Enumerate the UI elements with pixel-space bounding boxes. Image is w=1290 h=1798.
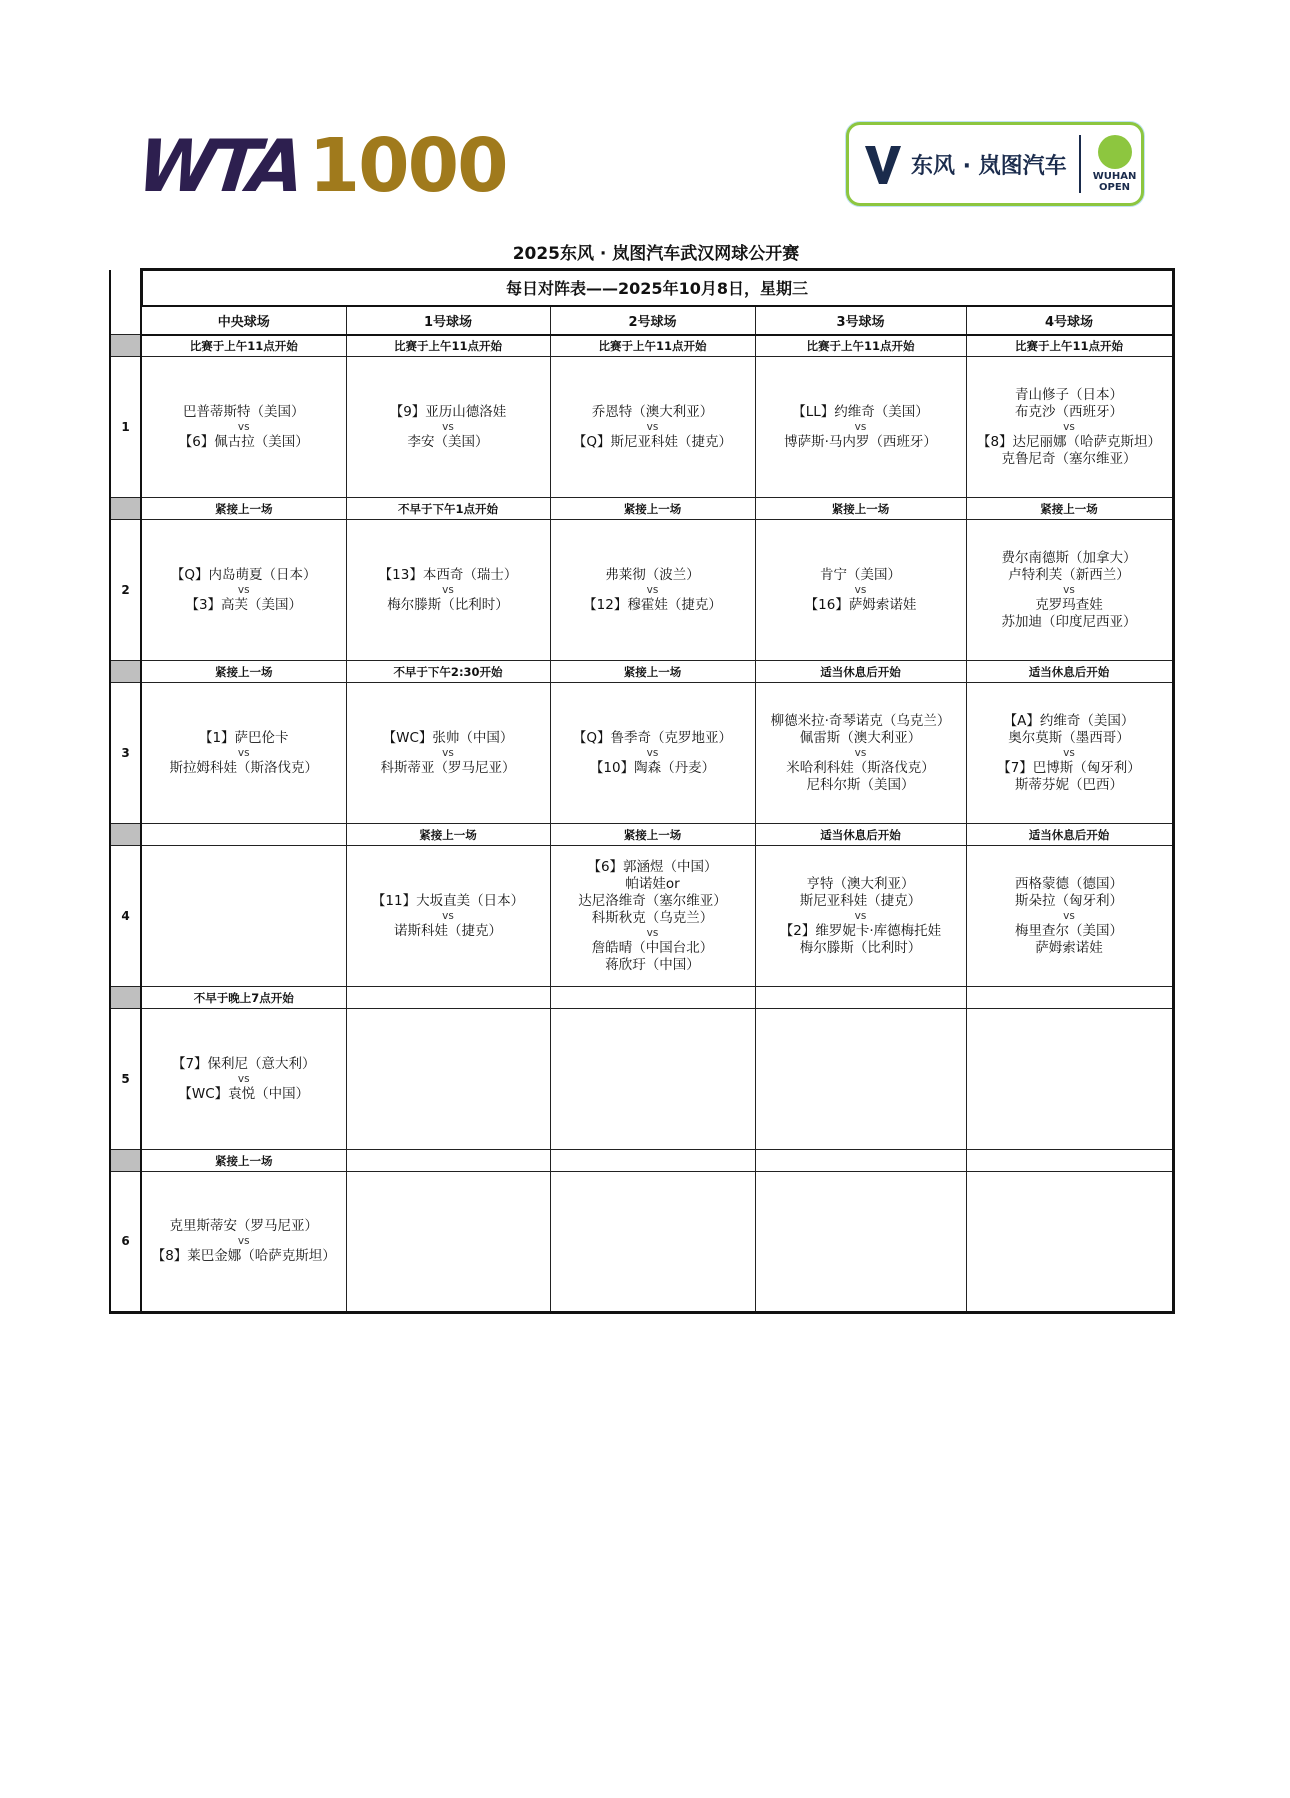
player-name: 米哈利科娃（斯洛伐克） (786, 759, 935, 776)
versus-label: vs (442, 420, 454, 433)
player-name: 斯拉姆科娃（斯洛伐克） (169, 759, 318, 776)
start-time-label: 不早于晚上7点开始 (141, 987, 346, 1009)
match-order-number: 4 (110, 846, 141, 987)
start-time-label: 紧接上一场 (755, 498, 966, 520)
match-row (110, 357, 1173, 498)
match-cell (550, 1172, 755, 1313)
player-name: 克罗玛查娃 (1035, 596, 1103, 613)
player-name: 李安（美国） (407, 433, 489, 450)
versus-label: vs (442, 746, 454, 759)
player-name: 【7】保利尼（意大利） (171, 1055, 316, 1072)
player-name: 奥尔莫斯（墨西哥） (1008, 729, 1130, 746)
start-time-label: 不早于下午1点开始 (346, 498, 550, 520)
player-name: 乔恩特（澳大利亚） (591, 403, 714, 420)
player-name: 【Q】内岛萌夏（日本） (170, 566, 317, 583)
court-header-2: 2号球场 (550, 306, 755, 335)
wta-logo-text: WTA (133, 124, 304, 208)
player-name: 【WC】袁悦（中国） (178, 1085, 310, 1102)
versus-label: vs (646, 926, 659, 939)
match-cell (346, 683, 550, 824)
match-row (110, 1172, 1173, 1313)
start-time-label: 紧接上一场 (346, 824, 550, 846)
versus-label: vs (646, 420, 659, 433)
wuhan-open-logo (1093, 135, 1137, 193)
start-time-label: 比赛于上午11点开始 (550, 335, 755, 357)
start-time-label (141, 824, 346, 846)
match-cell (966, 1009, 1173, 1150)
player-name: 梅里查尔（美国） (1015, 922, 1123, 939)
versus-label: vs (237, 583, 250, 596)
start-time-label: 比赛于上午11点开始 (141, 335, 346, 357)
versus-label: vs (854, 746, 867, 759)
match-cell (550, 846, 755, 987)
wuhan-open-line1: WUHAN (1092, 171, 1137, 182)
match-cell (550, 683, 755, 824)
row-marker-cell (110, 1150, 141, 1172)
court-header-1: 1号球场 (346, 306, 550, 335)
versus-label: vs (237, 1072, 250, 1085)
player-name: 科斯蒂亚（罗马尼亚） (380, 759, 516, 776)
start-time-label: 适当休息后开始 (966, 661, 1173, 683)
match-cell (141, 846, 346, 987)
player-name: 苏加迪（印度尼西亚） (1001, 613, 1137, 630)
match-row (110, 1009, 1173, 1150)
row-marker-cell (110, 661, 141, 683)
start-time-label: 比赛于上午11点开始 (346, 335, 550, 357)
sponsor-divider (1079, 135, 1081, 193)
player-name: 青山修子（日本） (1015, 386, 1123, 403)
match-cell (550, 1009, 755, 1150)
versus-label: vs (1063, 583, 1075, 596)
start-time-row (110, 335, 1173, 357)
match-row (110, 683, 1173, 824)
player-name: 弗莱彻（波兰） (605, 566, 700, 583)
match-cell (550, 357, 755, 498)
wta-logo-number: 1000 (308, 123, 507, 209)
versus-label: vs (646, 746, 659, 759)
versus-label: vs (237, 746, 250, 759)
start-time-label: 紧接上一场 (141, 498, 346, 520)
player-name: 布克沙（西班牙） (1015, 403, 1123, 420)
player-name: 【A】约维奇（美国） (1003, 712, 1135, 729)
start-time-label: 适当休息后开始 (755, 661, 966, 683)
player-name: 【12】穆霍娃（捷克） (583, 596, 722, 613)
versus-label: vs (854, 909, 867, 922)
match-order-number: 6 (110, 1172, 141, 1313)
player-name: 克里斯蒂安（罗马尼亚） (169, 1218, 318, 1234)
player-name: 【8】莱巴金娜（哈萨克斯坦） (151, 1248, 336, 1264)
match-cell (755, 1172, 966, 1313)
match-cell (141, 1172, 346, 1313)
start-time-label: 不早于下午2:30开始 (346, 661, 550, 683)
start-time-label: 紧接上一场 (141, 661, 346, 683)
match-cell (966, 1172, 1173, 1313)
player-name: 帕诺娃or (625, 875, 680, 892)
versus-label: vs (646, 583, 659, 596)
start-time-label: 比赛于上午11点开始 (966, 335, 1173, 357)
start-time-label (346, 987, 550, 1009)
player-name: 【13】本西奇（瑞士） (378, 566, 518, 583)
player-name: 巴普蒂斯特（美国） (183, 403, 305, 420)
start-time-label (966, 1150, 1173, 1172)
player-name: 蒋欣玗（中国） (605, 956, 700, 973)
match-cell (755, 520, 966, 661)
match-cell (755, 846, 966, 987)
start-time-label: 紧接上一场 (550, 824, 755, 846)
player-name: 梅尔滕斯（比利时） (799, 939, 922, 956)
player-name: 萨姆索诺娃 (1035, 939, 1103, 956)
player-name: 【3】高芙（美国） (185, 596, 303, 613)
court-header-4: 4号球场 (966, 306, 1173, 335)
match-cell (141, 357, 346, 498)
player-name: 【LL】约维奇（美国） (792, 403, 929, 420)
player-name: 费尔南德斯（加拿大） (1001, 549, 1137, 566)
player-name: 斯蒂芬妮（巴西） (1015, 776, 1123, 793)
order-of-play-table (109, 268, 1175, 1314)
player-name: 【WC】张帅（中国） (382, 729, 514, 746)
row-marker-cell (110, 335, 141, 357)
player-name: 【6】佩古拉（美国） (178, 433, 309, 450)
row-marker-cell (110, 824, 141, 846)
match-cell (755, 683, 966, 824)
versus-label: vs (1063, 909, 1075, 922)
player-name: 【16】萨姆索诺娃 (804, 596, 917, 613)
player-name: 尼科尔斯（美国） (806, 776, 915, 793)
player-name: 梅尔滕斯（比利时） (387, 596, 509, 613)
player-name: 卢特利芙（新西兰） (1008, 566, 1130, 583)
player-name: 【9】亚历山德洛娃 (389, 403, 507, 420)
player-name: 【6】郭涵煜（中国） (587, 858, 718, 875)
row-marker-cell (110, 498, 141, 520)
player-name: 肯宁（美国） (820, 566, 901, 583)
start-time-row (110, 987, 1173, 1009)
start-time-row (110, 824, 1173, 846)
player-name: 【Q】鲁季奇（克罗地亚） (572, 729, 733, 746)
match-row (110, 846, 1173, 987)
start-time-label: 紧接上一场 (966, 498, 1173, 520)
match-cell (346, 520, 550, 661)
match-order-number: 2 (110, 520, 141, 661)
match-order-number: 1 (110, 357, 141, 498)
player-name: 克鲁尼奇（塞尔维亚） (1001, 450, 1137, 467)
sponsor-brand-name: 东风 · 岚图汽车 (911, 153, 1067, 179)
start-time-label: 适当休息后开始 (755, 824, 966, 846)
match-cell (550, 520, 755, 661)
player-name: 【Q】斯尼亚科娃（捷克） (572, 433, 733, 450)
player-name: 科斯秋克（乌克兰） (591, 909, 714, 926)
row-marker-cell (110, 987, 141, 1009)
player-name: 【11】大坂直美（日本） (371, 892, 525, 909)
start-time-label (550, 1150, 755, 1172)
table-title: 每日对阵表——2025年10月8日，星期三 (141, 270, 1173, 306)
player-name: 【8】达尼丽娜（哈萨克斯坦） (976, 433, 1162, 450)
match-cell (966, 357, 1173, 498)
start-time-label: 适当休息后开始 (966, 824, 1173, 846)
match-cell (141, 1009, 346, 1150)
player-name: 【1】萨巴伦卡 (198, 729, 289, 746)
match-cell (346, 846, 550, 987)
wuhan-open-line2: OPEN (1098, 182, 1131, 193)
start-time-label: 紧接上一场 (550, 661, 755, 683)
match-row (110, 520, 1173, 661)
start-time-label (966, 987, 1173, 1009)
start-time-label (755, 987, 966, 1009)
sponsor-logo (846, 122, 1144, 206)
versus-label: vs (1063, 746, 1075, 759)
court-header-centre: 中央球场 (141, 306, 346, 335)
wta-1000-logo (133, 123, 507, 209)
player-name: 西格蒙德（德国） (1015, 875, 1123, 892)
match-cell (966, 683, 1173, 824)
player-name: 【7】巴博斯（匈牙利） (997, 759, 1141, 776)
player-name: 博萨斯·马内罗（西班牙） (784, 433, 937, 450)
player-name: 亨特（澳大利亚） (806, 875, 915, 892)
versus-label: vs (237, 1235, 250, 1247)
start-time-label: 紧接上一场 (550, 498, 755, 520)
match-order-number: 5 (110, 1009, 141, 1150)
start-time-label (346, 1150, 550, 1172)
start-time-label: 比赛于上午11点开始 (755, 335, 966, 357)
versus-label: vs (854, 583, 867, 596)
player-name: 【10】陶森（丹麦） (589, 759, 716, 776)
match-cell (141, 683, 346, 824)
player-name: 柳德米拉·奇琴诺克（乌克兰） (770, 712, 951, 729)
start-time-row (110, 1150, 1173, 1172)
voyah-brand-icon (863, 142, 903, 186)
match-cell (755, 357, 966, 498)
match-cell (966, 520, 1173, 661)
player-name: 达尼洛维奇（塞尔维亚） (578, 892, 727, 909)
versus-label: vs (1063, 420, 1075, 433)
player-name: 斯尼亚科娃（捷克） (799, 892, 922, 909)
player-name: 斯朵拉（匈牙利） (1015, 892, 1123, 909)
versus-label: vs (854, 420, 867, 433)
match-order-number: 3 (110, 683, 141, 824)
match-cell (755, 1009, 966, 1150)
start-time-row (110, 661, 1173, 683)
player-name: 佩雷斯（澳大利亚） (799, 729, 922, 746)
document-title: 2025东风 · 岚图汽车武汉网球公开赛 (512, 244, 800, 264)
start-time-row (110, 498, 1173, 520)
tennis-ball-icon (1098, 135, 1132, 169)
match-cell (346, 1172, 550, 1313)
start-time-label: 紧接上一场 (141, 1150, 346, 1172)
start-time-label (550, 987, 755, 1009)
match-cell (346, 357, 550, 498)
player-name: 【2】维罗妮卡·库德梅托娃 (779, 922, 942, 939)
match-cell (966, 846, 1173, 987)
player-name: 詹皓晴（中国台北） (591, 939, 714, 956)
player-name: 诺斯科娃（捷克） (394, 922, 502, 939)
start-time-label (755, 1150, 966, 1172)
versus-label: vs (442, 583, 454, 596)
match-cell (141, 520, 346, 661)
versus-label: vs (442, 909, 454, 922)
match-cell (346, 1009, 550, 1150)
versus-label: vs (237, 420, 250, 433)
court-header-3: 3号球场 (755, 306, 966, 335)
